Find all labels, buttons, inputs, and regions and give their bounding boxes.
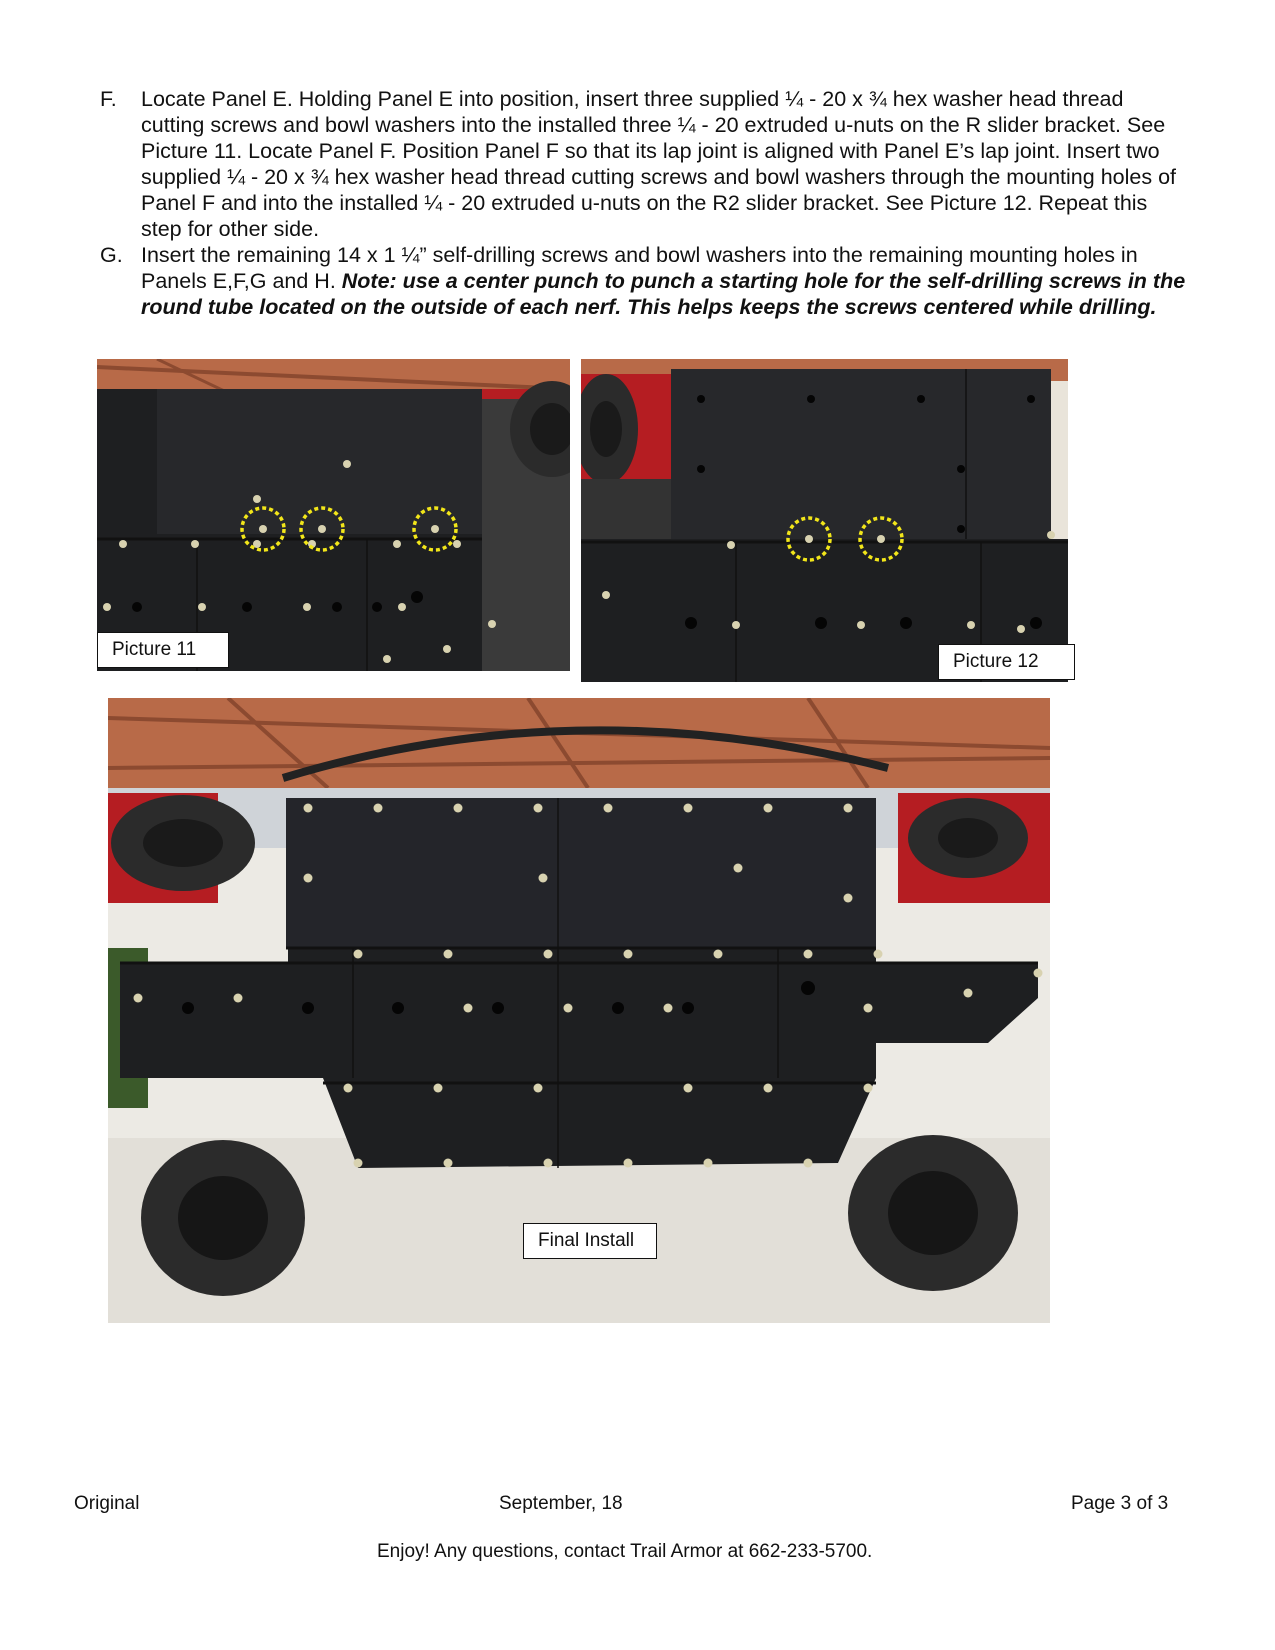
footer-date: September, 18 bbox=[499, 1493, 623, 1514]
step-letter: G. bbox=[100, 243, 123, 267]
footer-page-number: Page 3 of 3 bbox=[1071, 1493, 1169, 1514]
picture-11-caption: Picture 11 bbox=[97, 632, 229, 668]
final-install-caption: Final Install bbox=[523, 1223, 657, 1259]
step-note: Note: use a center punch to punch a starting hole for the self-drilling screws in the round tube located on the outside of each nerf. This helps keeps the screws centered while drilling. bbox=[141, 269, 1186, 319]
instruction-steps bbox=[100, 86, 1190, 320]
step-g bbox=[100, 242, 1190, 320]
step-text: Locate Panel E. Holding Panel E into position, insert three supplied ¼ - 20 x ¾ hex washer head thread cutting screws and bowl washers into the installed three ¼ - 20 extruded u-nuts on the R slider bracket. See Picture 11. Locate Panel F. Position Panel F so that its lap joint is aligned with Panel E’s lap joint. Insert two supplied ¼ - 20 x ¾ hex washer head thread cutting screws and bowl washers through the mounting holes of Panel F and into the installed ¼ - 20 extruded u-nuts on the R2 slider bracket. See Picture 12. Repeat this step for other side. bbox=[141, 87, 1177, 241]
picture-11-photo bbox=[97, 359, 570, 671]
step-letter: F. bbox=[100, 87, 117, 111]
step-text: Insert the remaining 14 x 1 ¼” self-drilling screws and bowl washers into the remaining mounting holes in Panels E,F,G and H. bbox=[141, 243, 1138, 293]
picture-12-photo bbox=[581, 359, 1068, 682]
footer-version: Original bbox=[74, 1493, 140, 1514]
footer-contact: Enjoy! Any questions, contact Trail Armor at 662-233-5700. bbox=[377, 1541, 873, 1562]
picture-12-caption: Picture 12 bbox=[938, 644, 1075, 680]
step-f bbox=[100, 86, 1190, 242]
step-body bbox=[141, 242, 1190, 320]
